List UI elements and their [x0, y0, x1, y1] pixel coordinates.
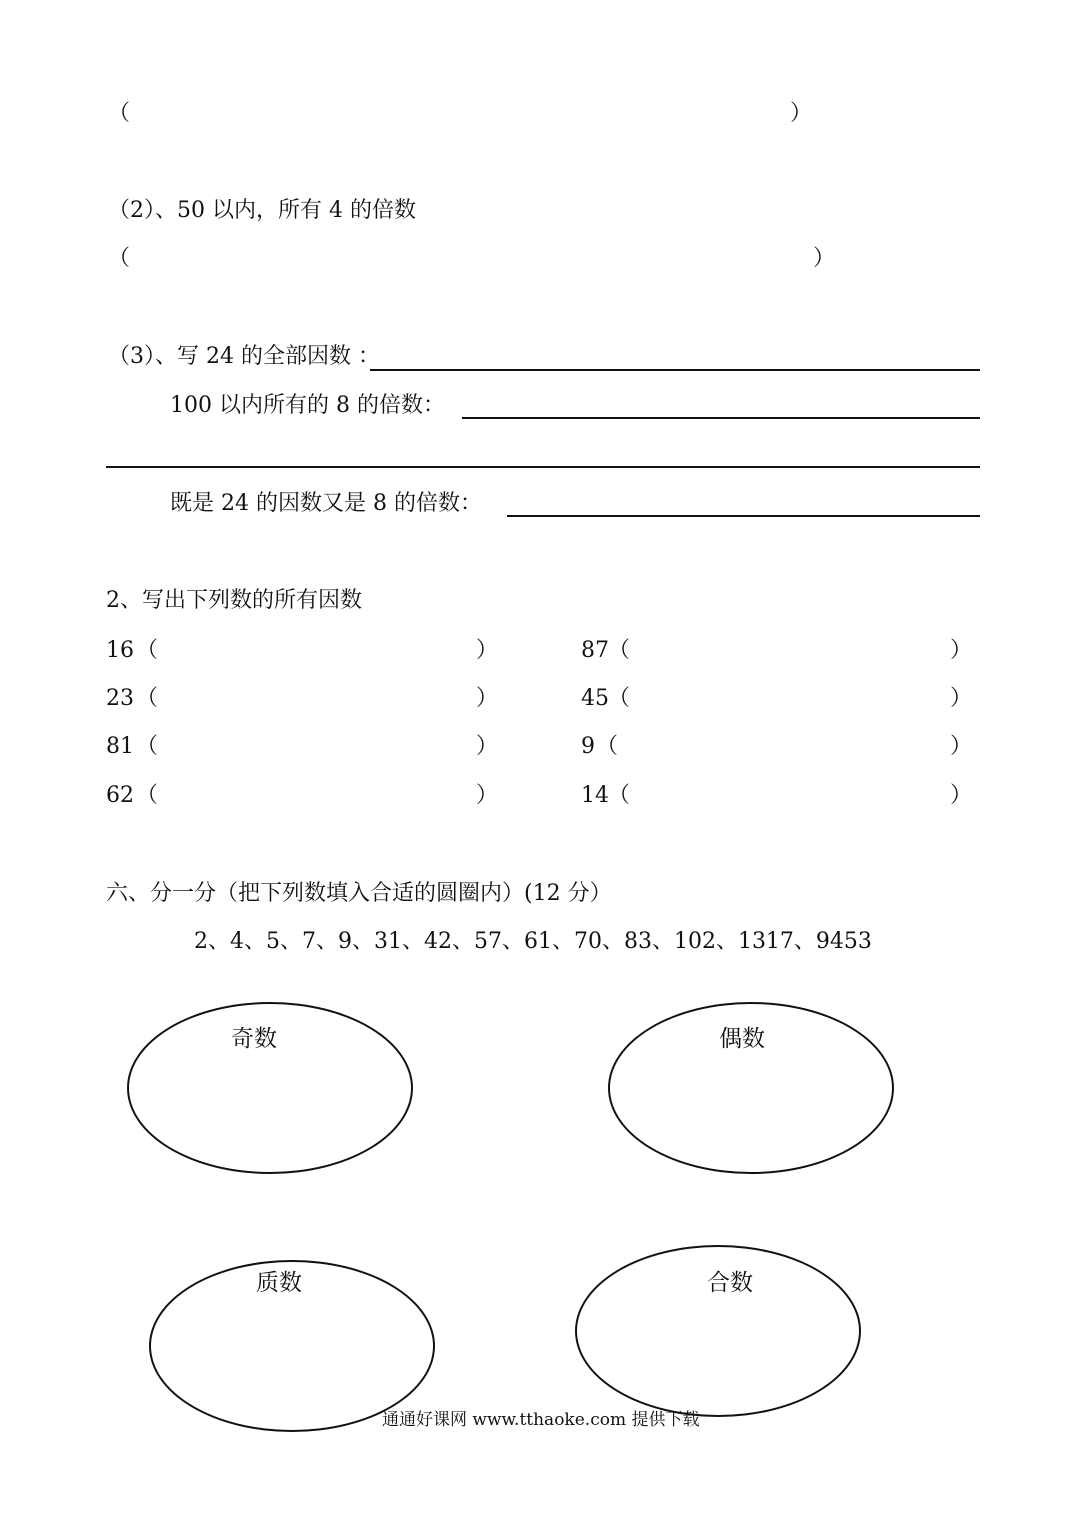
answer-line[interactable] — [507, 515, 980, 517]
factor-number: 16 — [106, 638, 134, 663]
factor-number: 87 — [581, 638, 609, 663]
paren-open: （ — [608, 686, 631, 711]
paren-open: （ — [608, 638, 631, 663]
answer-line[interactable] — [462, 417, 980, 419]
odd-number-label: 奇数 — [231, 1026, 277, 1052]
q2-title: 2、写出下列数的所有因数 — [106, 588, 362, 613]
factor-number: 9 — [581, 734, 595, 759]
paren-open: （ — [108, 246, 131, 271]
factor-number: 23 — [106, 686, 134, 711]
section-6-title: 六、分一分（把下列数填入合适的圆圈内）(12 分） — [106, 881, 612, 906]
paren-open: （ — [608, 783, 631, 808]
item-3-line3: 既是 24 的因数又是 8 的倍数： — [170, 491, 482, 516]
paren-open: （ — [136, 783, 159, 808]
paren-close: ） — [950, 686, 973, 711]
paren-close: ） — [476, 638, 499, 663]
item-2-text: （2）、50 以内，所有 4 的倍数 — [108, 198, 416, 223]
factor-number: 81 — [106, 734, 134, 759]
paren-open: （ — [596, 734, 619, 759]
number-list: 2、4、5、7、9、31、42、57、61、70、83、102、1317、9453 — [194, 929, 872, 954]
paren-open: （ — [136, 686, 159, 711]
answer-line[interactable] — [106, 466, 980, 468]
answer-line[interactable] — [370, 369, 980, 371]
paren-close: ） — [950, 734, 973, 759]
paren-close: ） — [476, 783, 499, 808]
factor-number: 45 — [581, 686, 609, 711]
paren-close: ） — [950, 783, 973, 808]
prime-number-label: 质数 — [256, 1270, 302, 1296]
composite-number-label: 合数 — [707, 1270, 753, 1296]
paren-close: ） — [813, 246, 836, 271]
paren-close: ） — [476, 734, 499, 759]
paren-close: ） — [790, 101, 813, 126]
paren-close: ） — [950, 638, 973, 663]
factor-number: 14 — [581, 783, 609, 808]
paren-close: ） — [476, 686, 499, 711]
footer-watermark: 通通好课网 www.tthaoke.com 提供下载 — [382, 1410, 700, 1430]
paren-open: （ — [108, 101, 131, 126]
paren-open: （ — [136, 638, 159, 663]
paren-open: （ — [136, 734, 159, 759]
even-number-label: 偶数 — [719, 1026, 765, 1052]
item-3-line2: 100 以内所有的 8 的倍数： — [170, 393, 445, 418]
item-3-label: （3）、写 24 的全部因数 ： — [108, 344, 380, 369]
factor-number: 62 — [106, 783, 134, 808]
